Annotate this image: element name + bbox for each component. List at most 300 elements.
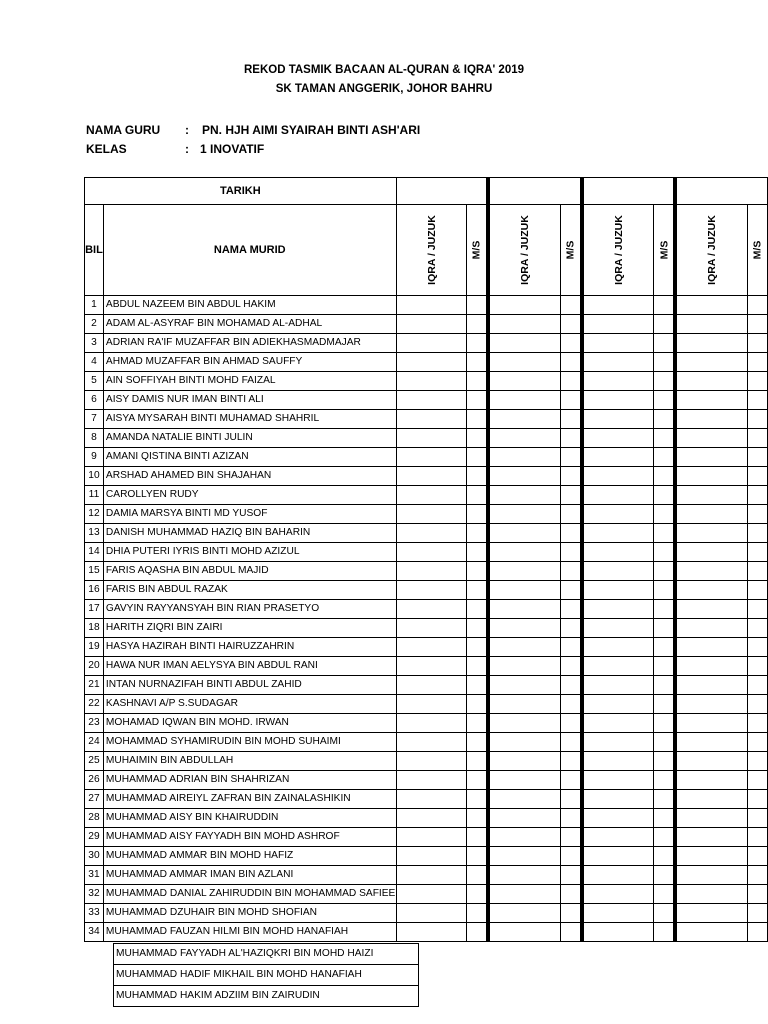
iqra-cell[interactable] [488, 581, 560, 600]
ms-cell[interactable] [467, 904, 488, 923]
iqra-cell[interactable] [582, 714, 654, 733]
iqra-cell[interactable] [488, 733, 560, 752]
ms-cell[interactable] [560, 410, 581, 429]
iqra-cell[interactable] [396, 505, 467, 524]
student-name: HARITH ZIQRI BIN ZAIRI [103, 619, 396, 638]
table-row [85, 809, 768, 828]
iqra-cell[interactable] [675, 638, 747, 657]
ms-cell[interactable] [467, 410, 488, 429]
ms-cell[interactable] [747, 733, 767, 752]
ms-cell[interactable] [747, 885, 767, 904]
table-row [85, 353, 768, 372]
iqra-cell[interactable] [582, 904, 654, 923]
ms-cell[interactable] [560, 486, 581, 505]
ms-cell[interactable] [560, 809, 581, 828]
ms-cell[interactable] [654, 524, 675, 543]
iqra-cell[interactable] [488, 505, 560, 524]
iqra-cell[interactable] [675, 923, 747, 942]
iqra-cell[interactable] [396, 752, 467, 771]
ms-cell[interactable] [467, 847, 488, 866]
iqra-cell[interactable] [396, 847, 467, 866]
ms-cell[interactable] [654, 353, 675, 372]
date-cell-4[interactable] [675, 178, 767, 205]
ms-cell[interactable] [560, 543, 581, 562]
ms-cell[interactable] [747, 752, 767, 771]
iqra-cell[interactable] [396, 524, 467, 543]
iqra-cell[interactable] [675, 752, 747, 771]
iqra-cell[interactable] [582, 486, 654, 505]
iqra-cell[interactable] [582, 733, 654, 752]
ms-header-4: M/S [747, 205, 767, 296]
iqra-cell[interactable] [488, 372, 560, 391]
ms-cell[interactable] [747, 619, 767, 638]
ms-cell[interactable] [747, 486, 767, 505]
iqra-header-2: IQRA / JUZUK [488, 205, 560, 296]
iqra-cell[interactable] [582, 410, 654, 429]
ms-cell[interactable] [560, 562, 581, 581]
ms-cell[interactable] [747, 334, 767, 353]
ms-cell[interactable] [467, 923, 488, 942]
ms-cell[interactable] [467, 429, 488, 448]
ms-cell[interactable] [560, 828, 581, 847]
iqra-cell[interactable] [582, 695, 654, 714]
ms-cell[interactable] [654, 410, 675, 429]
ms-cell[interactable] [560, 334, 581, 353]
ms-cell[interactable] [467, 315, 488, 334]
iqra-cell[interactable] [488, 752, 560, 771]
ms-cell[interactable] [560, 429, 581, 448]
table-row [85, 429, 768, 448]
iqra-cell[interactable] [582, 771, 654, 790]
ms-cell[interactable] [560, 752, 581, 771]
ms-cell[interactable] [654, 676, 675, 695]
iqra-cell[interactable] [582, 676, 654, 695]
iqra-cell[interactable] [396, 695, 467, 714]
ms-cell[interactable] [747, 904, 767, 923]
iqra-cell[interactable] [396, 866, 467, 885]
iqra-cell[interactable] [488, 657, 560, 676]
ms-cell[interactable] [467, 790, 488, 809]
iqra-cell[interactable] [396, 885, 467, 904]
iqra-cell[interactable] [675, 828, 747, 847]
iqra-cell[interactable] [396, 809, 467, 828]
iqra-cell[interactable] [582, 581, 654, 600]
student-name: MUHAMMAD HADIF MIKHAIL BIN MOHD HANAFIAH [114, 965, 419, 986]
iqra-cell[interactable] [488, 410, 560, 429]
ms-cell[interactable] [654, 467, 675, 486]
iqra-cell[interactable] [675, 904, 747, 923]
ms-cell[interactable] [654, 562, 675, 581]
ms-cell[interactable] [560, 676, 581, 695]
date-cell-3[interactable] [582, 178, 676, 205]
iqra-cell[interactable] [675, 695, 747, 714]
iqra-cell[interactable] [396, 733, 467, 752]
iqra-cell[interactable] [675, 676, 747, 695]
ms-cell[interactable] [467, 600, 488, 619]
ms-cell[interactable] [747, 543, 767, 562]
iqra-cell[interactable] [488, 828, 560, 847]
iqra-cell[interactable] [396, 353, 467, 372]
iqra-cell[interactable] [675, 581, 747, 600]
ms-cell[interactable] [654, 638, 675, 657]
ms-cell[interactable] [654, 904, 675, 923]
iqra-cell[interactable] [488, 391, 560, 410]
ms-cell[interactable] [747, 809, 767, 828]
row-number: 25 [85, 752, 104, 771]
ms-cell[interactable] [467, 638, 488, 657]
ms-cell[interactable] [747, 771, 767, 790]
table-row [85, 486, 768, 505]
ms-cell[interactable] [654, 296, 675, 315]
iqra-cell[interactable] [675, 353, 747, 372]
iqra-cell[interactable] [396, 771, 467, 790]
iqra-cell[interactable] [488, 524, 560, 543]
iqra-cell[interactable] [675, 486, 747, 505]
iqra-cell[interactable] [488, 543, 560, 562]
ms-cell[interactable] [654, 847, 675, 866]
ms-cell[interactable] [654, 619, 675, 638]
iqra-cell[interactable] [396, 714, 467, 733]
ms-cell[interactable] [560, 467, 581, 486]
iqra-cell[interactable] [675, 505, 747, 524]
ms-cell[interactable] [747, 866, 767, 885]
ms-cell[interactable] [654, 581, 675, 600]
ms-cell[interactable] [747, 296, 767, 315]
ms-cell[interactable] [467, 372, 488, 391]
ms-cell[interactable] [747, 410, 767, 429]
ms-cell[interactable] [560, 885, 581, 904]
iqra-cell[interactable] [675, 448, 747, 467]
table-row [85, 372, 768, 391]
iqra-cell[interactable] [396, 334, 467, 353]
iqra-cell[interactable] [488, 771, 560, 790]
ms-cell[interactable] [467, 353, 488, 372]
ms-cell[interactable] [747, 581, 767, 600]
iqra-cell[interactable] [396, 676, 467, 695]
ms-cell[interactable] [747, 505, 767, 524]
ms-cell[interactable] [747, 657, 767, 676]
iqra-cell[interactable] [582, 828, 654, 847]
iqra-cell[interactable] [582, 353, 654, 372]
ms-cell[interactable] [467, 467, 488, 486]
ms-cell[interactable] [654, 429, 675, 448]
iqra-cell[interactable] [582, 752, 654, 771]
iqra-cell[interactable] [582, 543, 654, 562]
ms-cell[interactable] [747, 923, 767, 942]
iqra-cell[interactable] [488, 923, 560, 942]
iqra-cell[interactable] [675, 372, 747, 391]
ms-cell[interactable] [654, 315, 675, 334]
iqra-cell[interactable] [675, 410, 747, 429]
iqra-cell[interactable] [488, 296, 560, 315]
iqra-cell[interactable] [488, 562, 560, 581]
ms-cell[interactable] [747, 695, 767, 714]
table-row [85, 828, 768, 847]
row-number: 17 [85, 600, 104, 619]
ms-cell[interactable] [467, 334, 488, 353]
ms-cell[interactable] [654, 923, 675, 942]
iqra-cell[interactable] [488, 676, 560, 695]
iqra-cell[interactable] [675, 600, 747, 619]
iqra-cell[interactable] [396, 828, 467, 847]
ms-cell[interactable] [560, 524, 581, 543]
ms-cell[interactable] [654, 790, 675, 809]
ms-cell[interactable] [560, 904, 581, 923]
iqra-cell[interactable] [582, 562, 654, 581]
iqra-cell[interactable] [582, 847, 654, 866]
ms-cell[interactable] [560, 619, 581, 638]
iqra-cell[interactable] [396, 923, 467, 942]
ms-cell[interactable] [467, 771, 488, 790]
ms-cell[interactable] [467, 733, 488, 752]
iqra-cell[interactable] [488, 847, 560, 866]
iqra-cell[interactable] [582, 923, 654, 942]
ms-cell[interactable] [747, 372, 767, 391]
iqra-cell[interactable] [582, 391, 654, 410]
ms-cell[interactable] [560, 923, 581, 942]
ms-cell[interactable] [747, 524, 767, 543]
ms-cell[interactable] [747, 828, 767, 847]
ms-cell[interactable] [654, 885, 675, 904]
iqra-cell[interactable] [396, 790, 467, 809]
row-number: 29 [85, 828, 104, 847]
ms-cell[interactable] [560, 296, 581, 315]
ms-cell[interactable] [654, 828, 675, 847]
tarikh-header: TARIKH [85, 178, 397, 205]
iqra-cell[interactable] [396, 448, 467, 467]
ms-cell[interactable] [560, 315, 581, 334]
ms-cell[interactable] [747, 467, 767, 486]
iqra-cell[interactable] [675, 847, 747, 866]
ms-cell[interactable] [467, 866, 488, 885]
ms-cell[interactable] [467, 714, 488, 733]
iqra-cell[interactable] [675, 790, 747, 809]
iqra-cell[interactable] [396, 657, 467, 676]
ms-cell[interactable] [467, 619, 488, 638]
ms-cell[interactable] [560, 391, 581, 410]
iqra-cell[interactable] [396, 581, 467, 600]
ms-cell[interactable] [560, 600, 581, 619]
iqra-cell[interactable] [488, 448, 560, 467]
ms-cell[interactable] [747, 676, 767, 695]
ms-cell[interactable] [747, 638, 767, 657]
date-cell-1[interactable] [396, 178, 488, 205]
iqra-cell[interactable] [675, 657, 747, 676]
student-name: AMANDA NATALIE BINTI JULIN [103, 429, 396, 448]
iqra-cell[interactable] [582, 315, 654, 334]
ms-cell[interactable] [654, 733, 675, 752]
student-name: HAWA NUR IMAN AELYSYA BIN ABDUL RANI [103, 657, 396, 676]
row-number: 1 [85, 296, 104, 315]
iqra-cell[interactable] [396, 467, 467, 486]
table-row [85, 752, 768, 771]
iqra-cell[interactable] [582, 600, 654, 619]
iqra-cell[interactable] [488, 486, 560, 505]
ms-cell[interactable] [560, 505, 581, 524]
ms-cell[interactable] [747, 847, 767, 866]
ms-cell[interactable] [747, 714, 767, 733]
iqra-cell[interactable] [488, 885, 560, 904]
ms-cell[interactable] [654, 391, 675, 410]
ms-cell[interactable] [747, 790, 767, 809]
ms-cell[interactable] [654, 695, 675, 714]
iqra-cell[interactable] [396, 296, 467, 315]
ms-cell[interactable] [560, 866, 581, 885]
iqra-cell[interactable] [396, 638, 467, 657]
iqra-cell[interactable] [396, 486, 467, 505]
iqra-cell[interactable] [396, 543, 467, 562]
iqra-cell[interactable] [675, 771, 747, 790]
ms-cell[interactable] [747, 353, 767, 372]
ms-cell[interactable] [747, 600, 767, 619]
iqra-cell[interactable] [396, 600, 467, 619]
iqra-cell[interactable] [582, 657, 654, 676]
ms-cell[interactable] [654, 334, 675, 353]
row-number: 32 [85, 885, 104, 904]
iqra-cell[interactable] [396, 372, 467, 391]
ms-cell[interactable] [467, 809, 488, 828]
iqra-cell[interactable] [488, 790, 560, 809]
iqra-cell[interactable] [582, 790, 654, 809]
iqra-cell[interactable] [675, 315, 747, 334]
iqra-cell[interactable] [582, 524, 654, 543]
iqra-cell[interactable] [675, 733, 747, 752]
ms-cell[interactable] [654, 486, 675, 505]
iqra-cell[interactable] [675, 809, 747, 828]
ms-cell[interactable] [467, 505, 488, 524]
iqra-cell[interactable] [675, 524, 747, 543]
ms-cell[interactable] [467, 752, 488, 771]
iqra-cell[interactable] [582, 334, 654, 353]
ms-cell[interactable] [560, 657, 581, 676]
ms-cell[interactable] [467, 391, 488, 410]
iqra-cell[interactable] [675, 334, 747, 353]
iqra-cell[interactable] [396, 562, 467, 581]
ms-cell[interactable] [654, 771, 675, 790]
ms-cell[interactable] [467, 695, 488, 714]
iqra-cell[interactable] [582, 372, 654, 391]
ms-cell[interactable] [560, 638, 581, 657]
iqra-cell[interactable] [582, 885, 654, 904]
iqra-cell[interactable] [396, 904, 467, 923]
iqra-cell[interactable] [675, 714, 747, 733]
iqra-cell[interactable] [675, 429, 747, 448]
iqra-cell[interactable] [488, 866, 560, 885]
table-row [114, 986, 419, 1007]
iqra-cell[interactable] [582, 429, 654, 448]
iqra-cell[interactable] [488, 619, 560, 638]
ms-cell[interactable] [467, 486, 488, 505]
iqra-cell[interactable] [582, 638, 654, 657]
ms-cell[interactable] [747, 391, 767, 410]
ms-cell[interactable] [654, 543, 675, 562]
iqra-cell[interactable] [488, 809, 560, 828]
iqra-cell[interactable] [675, 885, 747, 904]
guru-label: NAMA GURU [86, 123, 161, 137]
iqra-cell[interactable] [488, 695, 560, 714]
ms-cell[interactable] [560, 790, 581, 809]
ms-cell[interactable] [747, 315, 767, 334]
ms-cell[interactable] [560, 448, 581, 467]
iqra-cell[interactable] [675, 562, 747, 581]
iqra-cell[interactable] [675, 296, 747, 315]
iqra-cell[interactable] [582, 866, 654, 885]
iqra-cell[interactable] [675, 866, 747, 885]
ms-cell[interactable] [467, 296, 488, 315]
ms-cell[interactable] [560, 714, 581, 733]
ms-cell[interactable] [560, 847, 581, 866]
date-cell-2[interactable] [488, 178, 582, 205]
ms-cell[interactable] [467, 676, 488, 695]
ms-cell[interactable] [654, 657, 675, 676]
ms-cell[interactable] [467, 562, 488, 581]
iqra-cell[interactable] [488, 315, 560, 334]
student-name: MUHAMMAD AISY FAYYADH BIN MOHD ASHROF [103, 828, 396, 847]
iqra-cell[interactable] [396, 429, 467, 448]
ms-cell[interactable] [560, 581, 581, 600]
iqra-cell[interactable] [396, 315, 467, 334]
ms-cell[interactable] [467, 543, 488, 562]
ms-cell[interactable] [654, 752, 675, 771]
iqra-cell[interactable] [396, 391, 467, 410]
ms-cell[interactable] [467, 885, 488, 904]
ms-cell[interactable] [747, 429, 767, 448]
ms-cell[interactable] [747, 562, 767, 581]
iqra-cell[interactable] [675, 543, 747, 562]
iqra-header-4: IQRA / JUZUK [675, 205, 747, 296]
iqra-cell[interactable] [582, 467, 654, 486]
iqra-cell[interactable] [488, 353, 560, 372]
ms-cell[interactable] [467, 581, 488, 600]
iqra-cell[interactable] [488, 904, 560, 923]
iqra-cell[interactable] [488, 600, 560, 619]
ms-cell[interactable] [467, 448, 488, 467]
ms-cell[interactable] [560, 372, 581, 391]
iqra-cell[interactable] [488, 334, 560, 353]
ms-cell[interactable] [560, 733, 581, 752]
ms-cell[interactable] [560, 695, 581, 714]
student-name: AISYA MYSARAH BINTI MUHAMAD SHAHRIL [103, 410, 396, 429]
ms-cell[interactable] [467, 657, 488, 676]
iqra-cell[interactable] [396, 619, 467, 638]
ms-cell[interactable] [654, 448, 675, 467]
iqra-cell[interactable] [488, 467, 560, 486]
iqra-cell[interactable] [582, 505, 654, 524]
iqra-cell[interactable] [675, 391, 747, 410]
iqra-cell[interactable] [396, 410, 467, 429]
ms-cell[interactable] [654, 505, 675, 524]
iqra-cell[interactable] [488, 638, 560, 657]
iqra-cell[interactable] [488, 714, 560, 733]
ms-cell[interactable] [654, 809, 675, 828]
ms-cell[interactable] [654, 600, 675, 619]
iqra-cell[interactable] [582, 619, 654, 638]
iqra-cell[interactable] [582, 448, 654, 467]
iqra-cell[interactable] [488, 429, 560, 448]
ms-cell[interactable] [654, 372, 675, 391]
ms-cell[interactable] [560, 353, 581, 372]
ms-cell[interactable] [747, 448, 767, 467]
ms-cell[interactable] [654, 866, 675, 885]
ms-cell[interactable] [560, 771, 581, 790]
iqra-cell[interactable] [582, 809, 654, 828]
ms-cell[interactable] [654, 714, 675, 733]
iqra-cell[interactable] [675, 467, 747, 486]
iqra-cell[interactable] [582, 296, 654, 315]
ms-cell[interactable] [467, 524, 488, 543]
iqra-cell[interactable] [675, 619, 747, 638]
ms-cell[interactable] [467, 828, 488, 847]
